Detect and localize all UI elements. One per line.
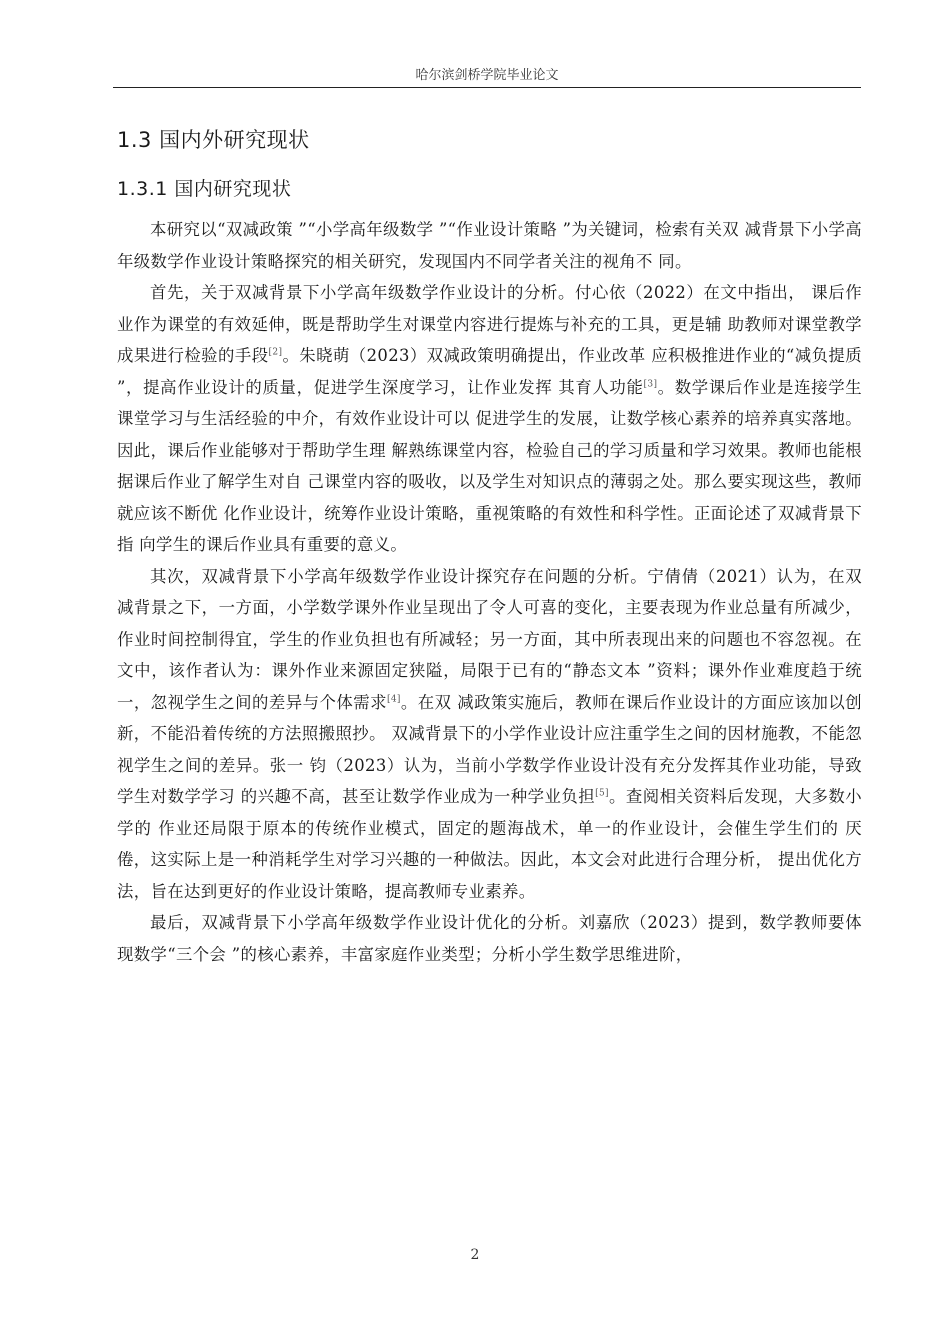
body-text <box>117 214 862 970</box>
paragraph-first-part-b: 。朱晓萌（2023）双减政策明确提出，作业改革 应积极推进作业的“减负提质 ”，提高作业设计的质量，促进学生深度学习，让作业发挥 其育人功能 <box>117 346 862 397</box>
paragraph-first-part-c: 。数学课后作业是连接学生课堂学习与生活经验的中介，有效作业设计可以 促进学生的发展，让数学核心素养的培养真实落地。因此，课后作业能够对于帮助学生理 解熟练课堂内容，检验自己的学习质量和学习效果。教师也能根据课后作业了解学生对自 己课堂内容的吸收，以及学生对知识点的薄弱之处。那么要实现这些，教师就应该不断优 化作业设计，统筹作业设计策略，重视策略的有效性和科学性。正面论述了双减背景下指 向学生的课后作业具有重要的意义。 <box>117 377 862 554</box>
paragraph-second-part-b: 。在双 减政策实施后，教师在课后作业设计的方面应该加以创新，不能沿着传统的方法照搬照抄。 双减背景下的小学作业设计应注重学生之间的因材施教，不能忽视学生之间的差异。张一 钧（2023）认为，当前小学数学作业设计没有充分发挥其作业功能，导致学生对数学学习 的兴趣不高，甚至让数学作业成为一种学业负担 <box>117 692 862 806</box>
citation-ref-3: [3] <box>643 379 658 390</box>
citation-ref-2: [2] <box>268 347 283 358</box>
citation-ref-4: [4] <box>386 694 401 705</box>
paragraph-second <box>117 561 862 908</box>
paragraph-first-part-a: 首先，关于双减背景下小学高年级数学作业设计的分析。付心依（2022）在文中指出， 课后作业作为课堂的有效延伸，既是帮助学生对课堂内容进行提炼与补充的工具，更是辅 助教师对课堂教学成果进行检验的手段 <box>117 283 862 365</box>
paragraph-last: 最后，双减背景下小学高年级数学作业设计优化的分析。刘嘉欣（2023）提到，数学教师要体现数学“三个会 ”的核心素养，丰富家庭作业类型；分析小学生数学思维进阶， <box>117 913 862 964</box>
paragraph-second-part-c: 。查阅相关资料后发现，大多数小学的 作业还局限于原本的传统作业模式，固定的题海战术，单一的作业设计，会催生学生们的 厌倦，这实际上是一种消耗学生对学习兴趣的一种做法。因此，本文会对此进行合理分析， 提出优化方法，旨在达到更好的作业设计策略，提高教师专业素养。 <box>117 787 863 901</box>
subsection-heading: 1.3.1 国内研究现状 <box>117 178 292 200</box>
paragraph-intro: 本研究以“双减政策 ”“小学高年级数学 ”“作业设计策略 ”为关键词，检索有关双 减背景下小学高年级数学作业设计策略探究的相关研究，发现国内不同学者关注的视角不 同。 <box>117 220 862 271</box>
page-number: 2 <box>470 1247 480 1263</box>
citation-ref-5: [5] <box>595 788 609 799</box>
section-heading: 1.3 国内外研究现状 <box>117 128 310 152</box>
paragraph-second-part-a: 其次，双减背景下小学高年级数学作业设计探究存在问题的分析。宁倩倩（2021）认为，在双减背景之下，一方面，小学数学课外作业呈现出了令人可喜的变化，主要表现为作业总量有所减少，作业时间控制得宜，学生的作业负担也有所减轻；另一方面，其中所表现出来的问题也不容忽视。在文中，该作者认为：课外作业来源固定狭隘，局限于已有的“静态文本 ”资料；课外作业难度趋于统一，忽视学生之间的差异与个体需求 <box>117 566 862 712</box>
page-header: 哈尔滨剑桥学院毕业论文 <box>415 68 559 83</box>
paragraph-first <box>117 277 862 561</box>
header-divider <box>113 87 861 88</box>
